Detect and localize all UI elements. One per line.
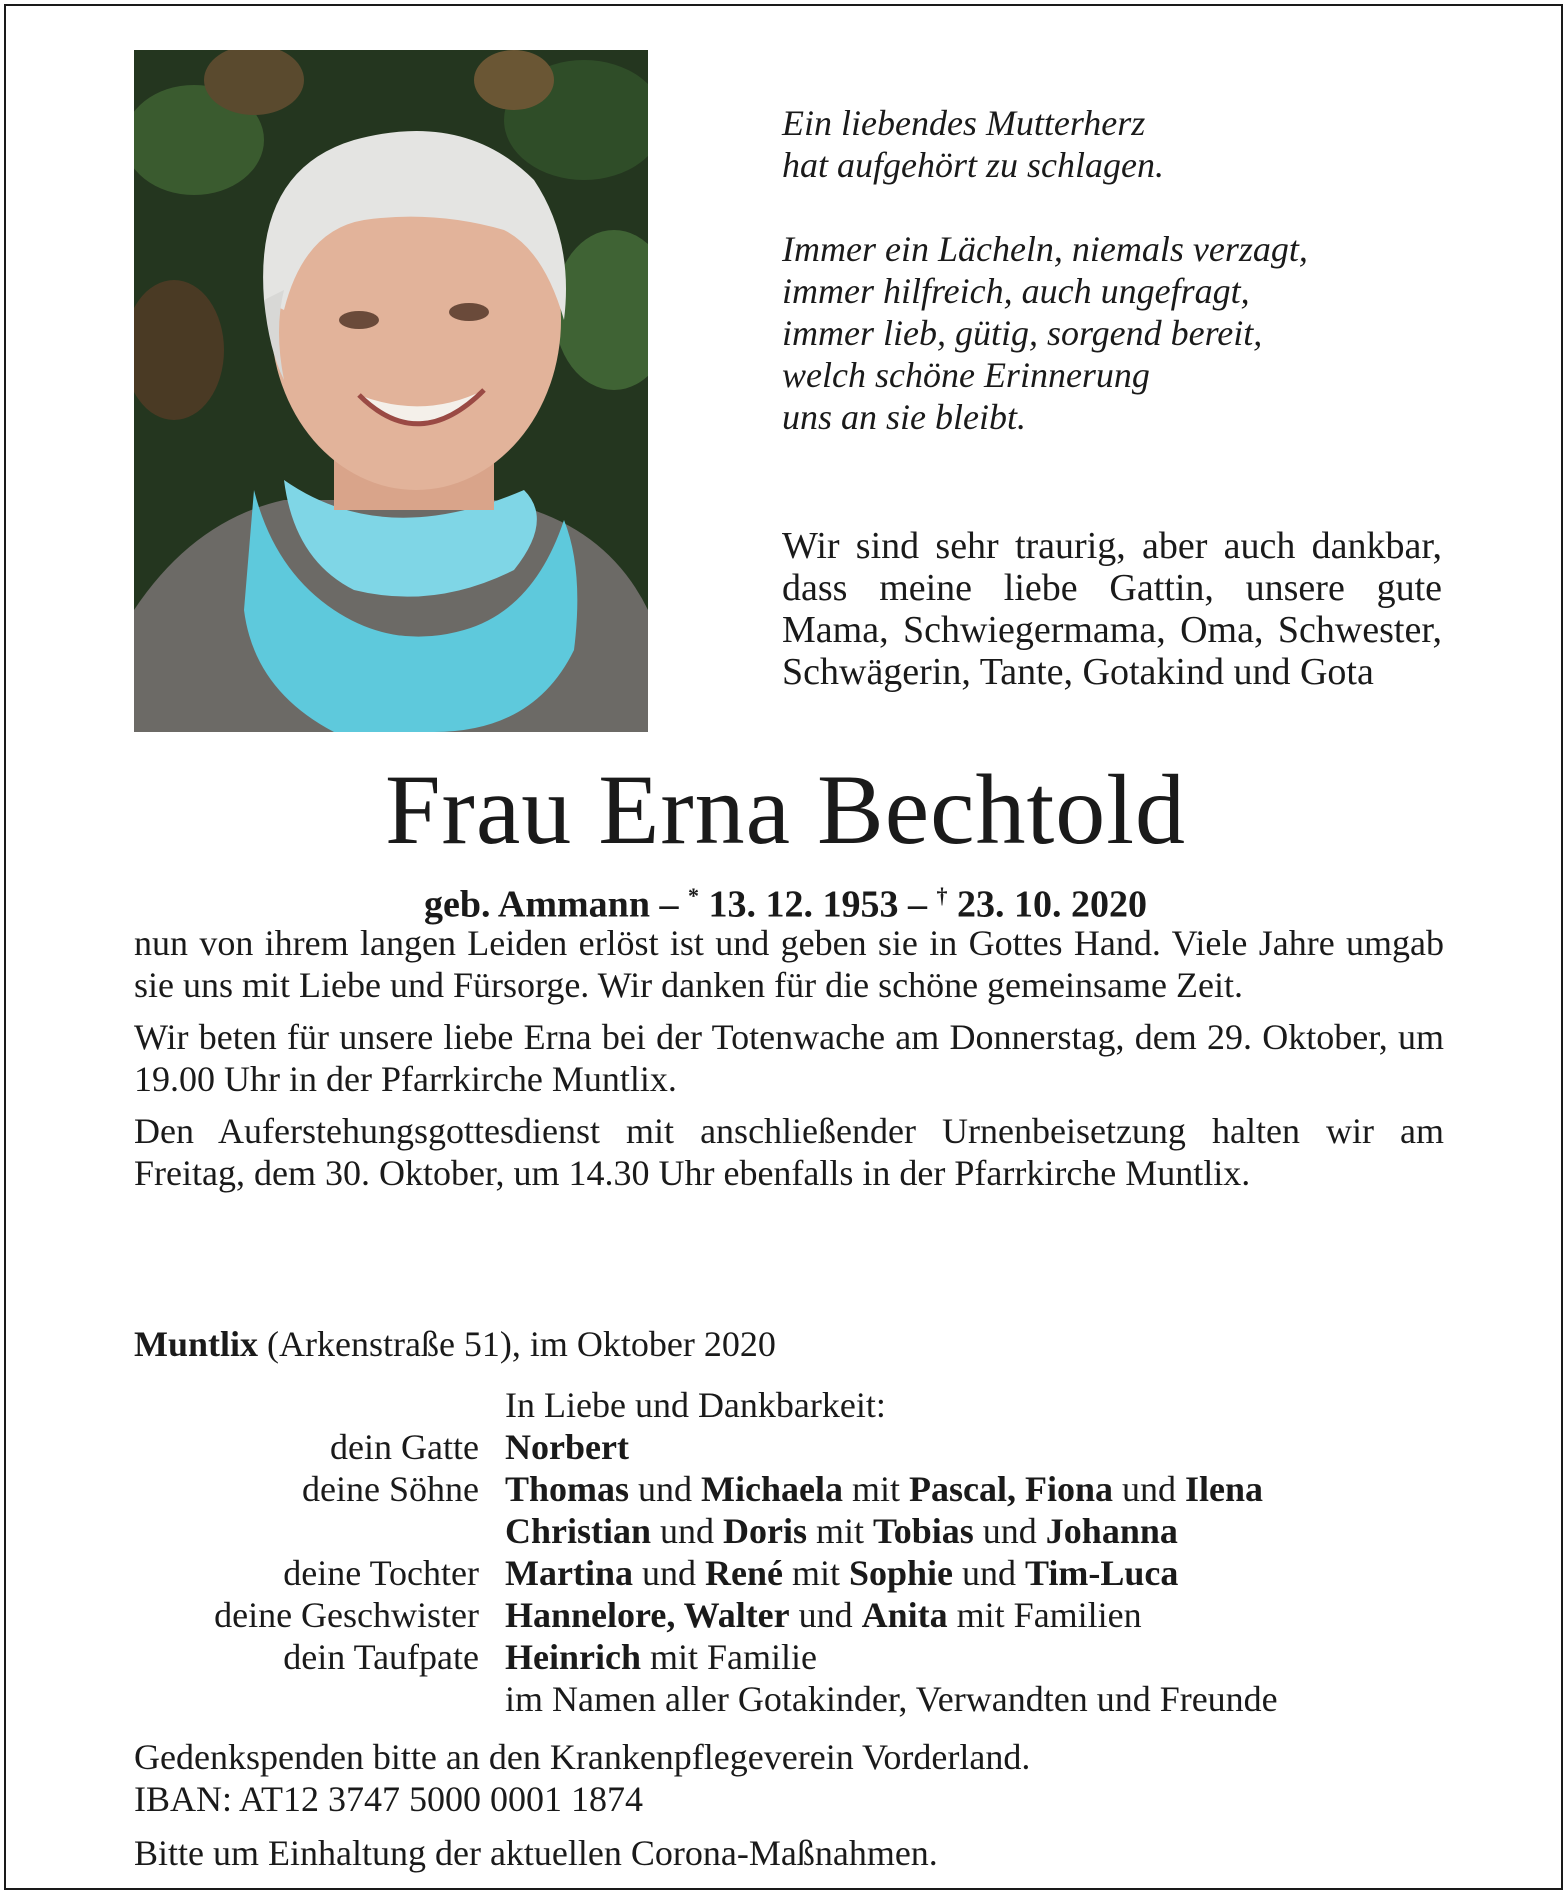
family-row: [134, 1636, 1454, 1678]
poem-line: immer hilfreich, auch ungefragt,: [782, 271, 1250, 311]
town-name: Muntlix: [134, 1324, 259, 1364]
relative-name: Heinrich: [505, 1637, 641, 1677]
obituary-page: [4, 4, 1563, 1890]
relative-name: Anita: [861, 1595, 948, 1635]
place-date-line: [134, 1322, 776, 1366]
donation-text: Gedenkspenden bitte an den Krankenpflegeverein Vorderland.: [134, 1737, 1031, 1777]
deceased-name: Frau Erna Bechtold: [384, 754, 1187, 865]
born-symbol: *: [687, 883, 699, 908]
relative-name: René: [704, 1553, 783, 1593]
family-closing: im Namen aller Gotakinder, Verwandten und Freunde: [505, 1679, 1278, 1719]
relative-name: Thomas: [505, 1469, 630, 1509]
poem-line: uns an sie bleibt.: [782, 397, 1026, 437]
corona-notice: Bitte um Einhaltung der aktuellen Corona-Maßnahmen.: [134, 1833, 938, 1873]
died-symbol: †: [936, 883, 948, 908]
relation-label: dein Gatte: [330, 1427, 479, 1467]
obituary-body: [134, 922, 1444, 1204]
body-paragraph: nun von ihrem langen Leiden erlöst ist und geben sie in Gottes Hand. Viele Jahre umgab sie uns mit Liebe und Fürsorge. Wir danken für die schöne gemeinsame Zeit.: [134, 923, 1444, 1005]
connector: mit: [852, 1469, 901, 1509]
relation-label: deine Söhne: [302, 1469, 479, 1509]
funeral-paragraph: Den Auferstehungsgottesdienst mit anschließender Urnenbeisetzung halten wir am Freitag, dem 30. Oktober, um 14.30 Uhr ebenfalls in der Pfarrkirche Muntlix.: [134, 1111, 1444, 1193]
connector: mit Familien: [956, 1595, 1142, 1635]
connector: und: [1122, 1469, 1177, 1509]
birth-date: 13. 12. 1953: [708, 883, 899, 926]
poem-line: Immer ein Lächeln, niemals verzagt,: [782, 229, 1308, 269]
relative-name: Doris: [723, 1511, 808, 1551]
relative-name: Ilena: [1185, 1469, 1264, 1509]
relation-label: dein Taufpate: [283, 1637, 479, 1677]
relative-name: Tim-Luca: [1025, 1553, 1179, 1593]
family-row: [134, 1510, 1454, 1552]
connector: mit: [791, 1553, 840, 1593]
death-date: 23. 10. 2020: [956, 883, 1147, 926]
iban-text: IBAN: AT12 3747 5000 0001 1874: [134, 1779, 644, 1819]
connector: und: [660, 1511, 715, 1551]
family-list: [134, 1384, 1454, 1720]
poem-line: welch schöne Erinnerung: [782, 355, 1150, 395]
connector: und: [641, 1553, 696, 1593]
family-heading: In Liebe und Dankbarkeit:: [505, 1385, 886, 1425]
relative-name: Pascal, Fiona: [909, 1469, 1114, 1509]
poem: [782, 102, 1482, 438]
family-row: [134, 1426, 1454, 1468]
relative-name: Tobias: [873, 1511, 974, 1551]
family-heading-row: [134, 1384, 1454, 1426]
relative-name: Michaela: [701, 1469, 843, 1509]
relative-name: Hannelore, Walter: [505, 1595, 790, 1635]
intro-paragraph: Wir sind sehr traurig, aber auch dankbar, dass meine liebe Gattin, unsere gute Mama, Schwiegermama, Oma, Schwester, Schwägerin, Tante, Gotakind und Gota: [782, 525, 1442, 693]
poem-line: Ein liebendes Mutterherz: [782, 103, 1146, 143]
poem-line: hat aufgehört zu schlagen.: [782, 145, 1164, 185]
portrait-illustration: [134, 50, 648, 732]
portrait-photo: [134, 50, 648, 732]
family-row: [134, 1594, 1454, 1636]
relative-name: Martina: [505, 1553, 633, 1593]
family-row: [134, 1552, 1454, 1594]
connector: mit Familie: [649, 1637, 817, 1677]
connector: und: [982, 1511, 1037, 1551]
vigil-paragraph: Wir beten für unsere liebe Erna bei der Totenwache am Donnerstag, dem 29. Oktober, um 19.00 Uhr in der Pfarrkirche Muntlix.: [134, 1017, 1444, 1099]
birth-death-line: geb. Ammann – * 13. 12. 1953 – † 23. 10. 2020: [424, 883, 1147, 926]
family-row: [134, 1468, 1454, 1510]
relative-name: Norbert: [505, 1427, 629, 1467]
relative-name: Johanna: [1045, 1511, 1178, 1551]
relation-label: deine Geschwister: [214, 1595, 479, 1635]
poem-line: immer lieb, gütig, sorgend bereit,: [782, 313, 1263, 353]
address-date: (Arkenstraße 51), im Oktober 2020: [258, 1324, 776, 1364]
connector: und: [798, 1595, 853, 1635]
connector: mit: [816, 1511, 865, 1551]
connector: und: [638, 1469, 693, 1509]
family-closing-row: [134, 1678, 1454, 1720]
relative-name: Christian: [505, 1511, 652, 1551]
connector: und: [962, 1553, 1017, 1593]
maiden-name: geb. Ammann: [424, 883, 650, 926]
footer: [134, 1736, 1454, 1874]
relative-name: Sophie: [848, 1553, 954, 1593]
relation-label: deine Tochter: [283, 1553, 479, 1593]
